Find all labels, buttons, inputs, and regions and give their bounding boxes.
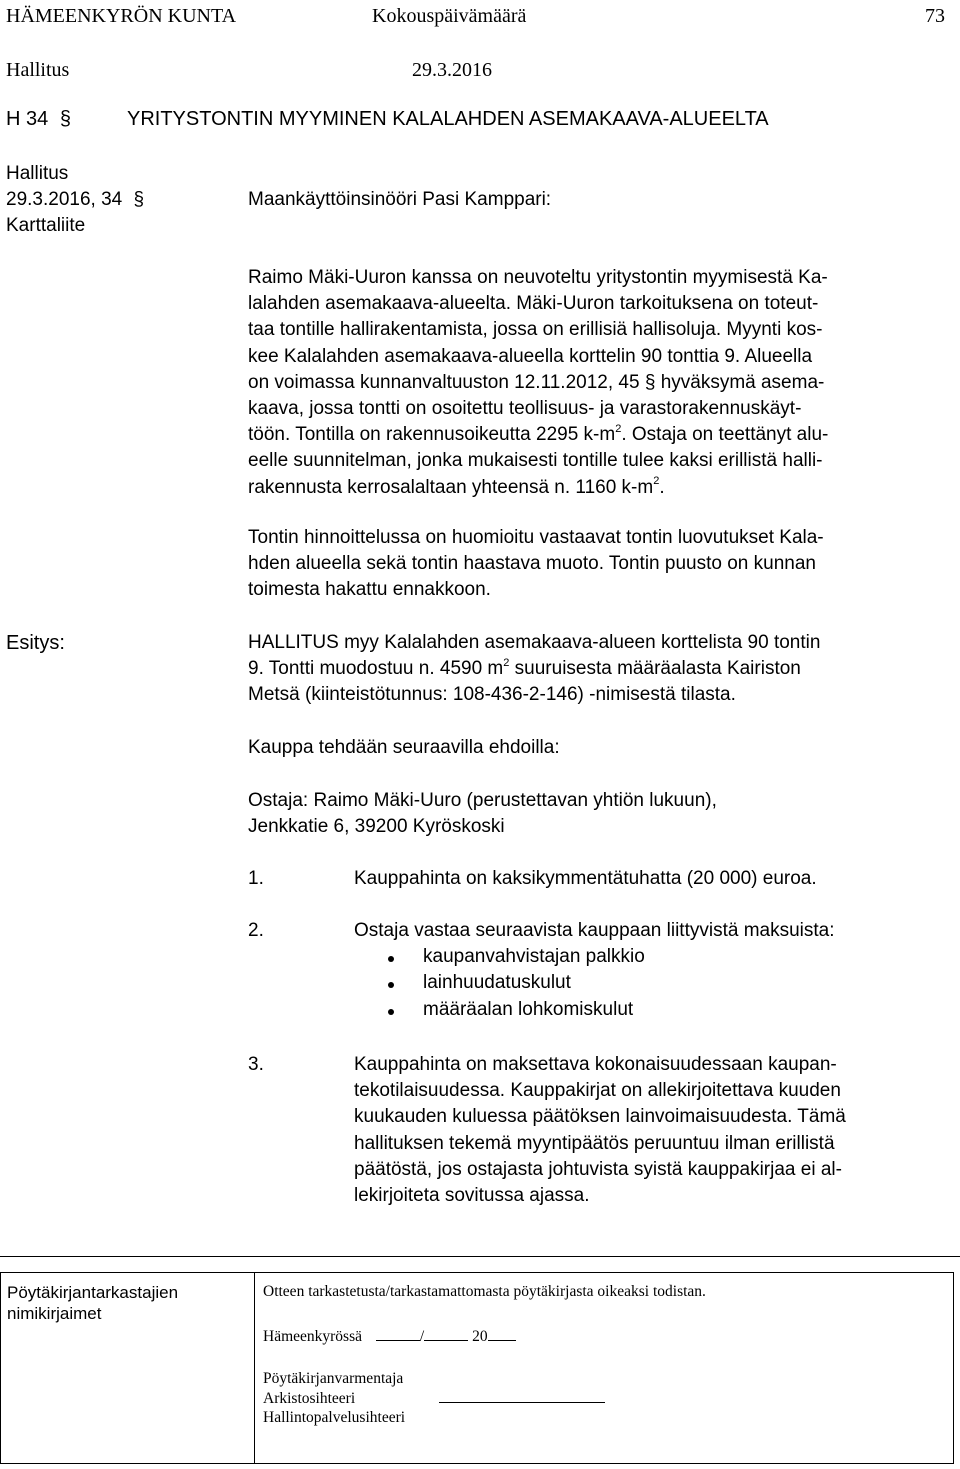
term-line: Kauppahinta on maksettava kokonaisuudessaan kaupan- — [354, 1054, 837, 1075]
superscript: 2 — [615, 422, 622, 435]
footer-slash: / — [419, 1328, 425, 1345]
bullet-text: lainhuudatuskulut — [423, 972, 571, 994]
term-line: hallituksen tekemä myyntipäätös peruuntuu ilman erillistä — [354, 1132, 835, 1154]
body-name: Hallitus — [6, 59, 70, 81]
footer-initials-label — [7, 1282, 178, 1324]
month-blank — [424, 1326, 468, 1341]
paragraph-line: Tontin hinnoittelussa on huomioitu vastaavat tontin luovutukset Kala- — [248, 527, 824, 548]
reference-date-text: 29.3.2016, 34 — [6, 189, 123, 210]
term-item-3 — [248, 1052, 948, 1212]
section-sign-inline: § — [644, 371, 656, 393]
day-blank — [376, 1326, 420, 1341]
proposal-fragment: 9. Tontti muodostuu n. 4590 m — [248, 658, 504, 680]
term-line: kuukauden kuluessa päätöksen lainvoimaisuudesta. Tämä — [354, 1106, 846, 1128]
footer-roles — [263, 1369, 605, 1427]
paragraph-line: toimesta hakattu ennakkoon. — [248, 579, 491, 601]
bullet-text: määräalan lohkomiskulut — [423, 998, 634, 1020]
proposal-fragment: suuruisesta määräalasta Kairiston — [509, 658, 801, 680]
reference-section-sign: § — [133, 189, 145, 210]
proposal-label: Esitys: — [6, 632, 65, 654]
bullet-text: kaupanvahvistajan palkkio — [423, 946, 645, 968]
footer-divider — [254, 1273, 255, 1463]
page-number: 73 — [925, 5, 945, 27]
paragraph-line: Raimo Mäki-Uuron kanssa on neuvoteltu yritystontin myymisestä Ka- — [248, 267, 828, 288]
year-blank — [488, 1326, 516, 1341]
term-text — [354, 1052, 846, 1209]
paragraph-fragment: hyväksymä asema- — [660, 371, 825, 393]
presenter-line: Maankäyttöinsinööri Pasi Kamppari: — [248, 189, 552, 210]
bullet-item — [248, 997, 948, 1023]
footer-role: Hallintopalvelusihteeri — [263, 1409, 406, 1426]
buyer-line: Ostaja: Raimo Mäki-Uuro (perustettavan yhtiön lukuun), — [248, 790, 717, 811]
term-line: päätöstä, jos ostajasta johtuvista syistä kauppakirjaa ei al- — [354, 1158, 842, 1180]
term-text: Ostaja vastaa seuraavista kauppaan liittyvistä maksuista: — [354, 920, 835, 941]
buyer-info — [248, 788, 717, 840]
section-sign: § — [59, 108, 71, 130]
footer-separator — [0, 1256, 960, 1257]
paragraph-line: taa tontille hallirakentamista, jossa on erillisiä hallisoluja. Myynti kos- — [248, 319, 823, 341]
municipality-name: HÄMEENKYRÖN KUNTA — [6, 5, 237, 27]
paragraph-line: eelle suunnitelman, jonka mukaisesti tontille tulee kaksi erillistä halli- — [248, 450, 823, 472]
paragraph-line: kee Kalalahden asemakaava-alueella korttelin 90 tonttia 9. Alueella — [248, 345, 813, 367]
term-number: 1. — [248, 868, 264, 889]
section-number — [6, 106, 71, 132]
paragraph-pricing — [248, 525, 824, 604]
footer-signature-box — [0, 1272, 954, 1464]
superscript: 2 — [653, 475, 660, 488]
term-line: tekotilaisuudessa. Kauppakirjat on allekirjoitettava kuuden — [354, 1080, 841, 1102]
footer-initials-line: nimikirjaimet — [7, 1304, 102, 1323]
reference-attachment: Karttaliite — [6, 215, 86, 236]
terms-intro: Kauppa tehdään seuraavilla ehdoilla: — [248, 737, 560, 758]
section-number-text: H 34 — [6, 108, 49, 130]
paragraph-fragment: töön. Tontilla on rakennusoikeutta 2295 k-m — [248, 424, 616, 446]
signature-blank — [439, 1388, 605, 1403]
paragraph-line — [248, 370, 828, 396]
footer-role — [263, 1388, 605, 1408]
footer-certify: Otteen tarkastetusta/tarkastamattomasta pöytäkirjasta oikeaksi todistan. — [263, 1283, 706, 1300]
footer-role-text: Arkistosihteeri — [263, 1390, 356, 1407]
footer-role: Pöytäkirjanvarmentaja — [263, 1370, 404, 1387]
paragraph-fragment: on voimassa kunnanvaltuuston 12.11.2012, 45 — [248, 371, 640, 393]
paragraph-line: lalahden asemakaava-alueelta. Mäki-Uuron tarkoituksena on toteut- — [248, 293, 819, 315]
paragraph-fragment: . — [659, 476, 665, 498]
paragraph-line — [248, 422, 828, 448]
reference-body: Hallitus — [6, 163, 69, 184]
bullet-item — [248, 970, 948, 996]
footer-initials-line: Pöytäkirjantarkastajien — [7, 1283, 179, 1302]
term-item-2 — [248, 918, 948, 1028]
term-number: 3. — [248, 1054, 264, 1075]
paragraph-line — [248, 475, 828, 501]
paragraph-line: hden alueella sekä tontin haastava muoto. Tontin puusto on kunnan — [248, 553, 816, 575]
bullet-item — [248, 944, 948, 970]
paragraph-background — [248, 265, 828, 501]
meeting-date-label: Kokouspäivämäärä — [372, 5, 527, 27]
proposal-line: HALLITUS myy Kalalahden asemakaava-alueen korttelista 90 tontin — [248, 632, 821, 653]
proposal-line: Metsä (kiinteistötunnus: 108-436-2-146) -nimisestä tilasta. — [248, 684, 736, 706]
meeting-date: 29.3.2016 — [412, 59, 492, 81]
reference-date — [6, 187, 144, 213]
footer-place-date — [263, 1326, 516, 1346]
term-line: lekirjoiteta sovitussa ajassa. — [354, 1185, 590, 1207]
bullet-icon — [388, 982, 394, 988]
term-item-1 — [248, 866, 948, 892]
paragraph-fragment: . Ostaja on teettänyt alu- — [621, 424, 829, 446]
bullet-icon — [388, 956, 394, 962]
proposal-line — [248, 656, 820, 682]
superscript: 2 — [503, 656, 510, 669]
footer-place: Hämeenkyrössä — [263, 1328, 362, 1345]
proposal-text — [248, 630, 820, 709]
paragraph-fragment: rakennusta kerrosalaltaan yhteensä n. 1160 k-m — [248, 476, 654, 498]
term-text: Kauppahinta on kaksikymmentätuhatta (20 000) euroa. — [354, 868, 817, 889]
bullet-icon — [388, 1009, 394, 1015]
term-number: 2. — [248, 920, 264, 941]
paragraph-line: kaava, jossa tontti on osoitettu teollisuus- ja varastorakennuskäyt- — [248, 398, 802, 420]
footer-year: 20 — [472, 1328, 488, 1345]
buyer-line: Jenkkatie 6, 39200 Kyröskoski — [248, 816, 505, 838]
section-title: YRITYSTONTIN MYYMINEN KALALAHDEN ASEMAKAAVA-ALUEELTA — [127, 108, 769, 130]
